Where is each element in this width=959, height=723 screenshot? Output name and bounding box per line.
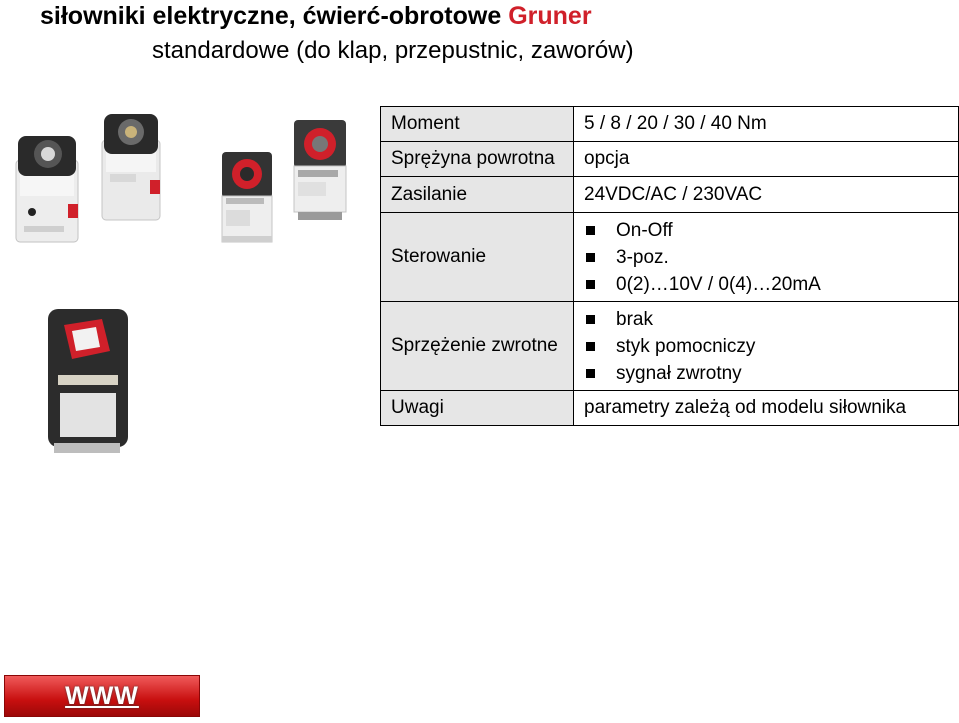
list-item: 0(2)…10V / 0(4)…20mA	[584, 271, 958, 298]
actuator-photo-large-dark	[44, 305, 132, 455]
actuator-photo-white-2	[96, 110, 166, 225]
spec-row-notes	[381, 391, 959, 426]
list-item: styk pomocniczy	[584, 333, 958, 360]
spec-label: Sprzężenie zwrotne	[381, 302, 574, 391]
spec-value-list	[574, 302, 959, 391]
spec-row-spring	[381, 142, 959, 177]
bullet-list	[584, 217, 958, 298]
spec-label: Sterowanie	[381, 213, 574, 302]
spec-row-feedback	[381, 302, 959, 391]
title-main: siłowniki elektryczne, ćwierć-obrotowe	[40, 2, 502, 30]
actuator-photo-small	[218, 148, 276, 246]
spec-value: parametry zależą od modelu siłownika	[574, 391, 959, 426]
list-item: On-Off	[584, 217, 958, 244]
spec-value: opcja	[574, 142, 959, 177]
bullet-list	[584, 306, 958, 387]
list-item: brak	[584, 306, 958, 333]
spec-label: Uwagi	[381, 391, 574, 426]
spec-row-control	[381, 213, 959, 302]
spec-label: Sprężyna powrotna	[381, 142, 574, 177]
list-item: sygnał zwrotny	[584, 360, 958, 387]
www-button[interactable]	[4, 675, 200, 717]
spec-value: 24VDC/AC / 230VAC	[574, 177, 959, 213]
title-brand: Gruner	[508, 2, 592, 30]
spec-label: Zasilanie	[381, 177, 574, 213]
spec-label: Moment	[381, 107, 574, 142]
specs-table	[380, 106, 959, 426]
page-subtitle: standardowe (do klap, przepustnic, zaworów)	[152, 37, 634, 64]
spec-value-list	[574, 213, 959, 302]
spec-row-power	[381, 177, 959, 213]
www-link[interactable]: WWW	[65, 681, 139, 710]
actuator-photo-white-1	[12, 130, 84, 246]
list-item: 3-poz.	[584, 244, 958, 271]
spec-row-moment	[381, 107, 959, 142]
spec-value: 5 / 8 / 20 / 30 / 40 Nm	[574, 107, 959, 142]
actuator-photo-tall	[288, 116, 352, 222]
page-title	[40, 0, 592, 32]
